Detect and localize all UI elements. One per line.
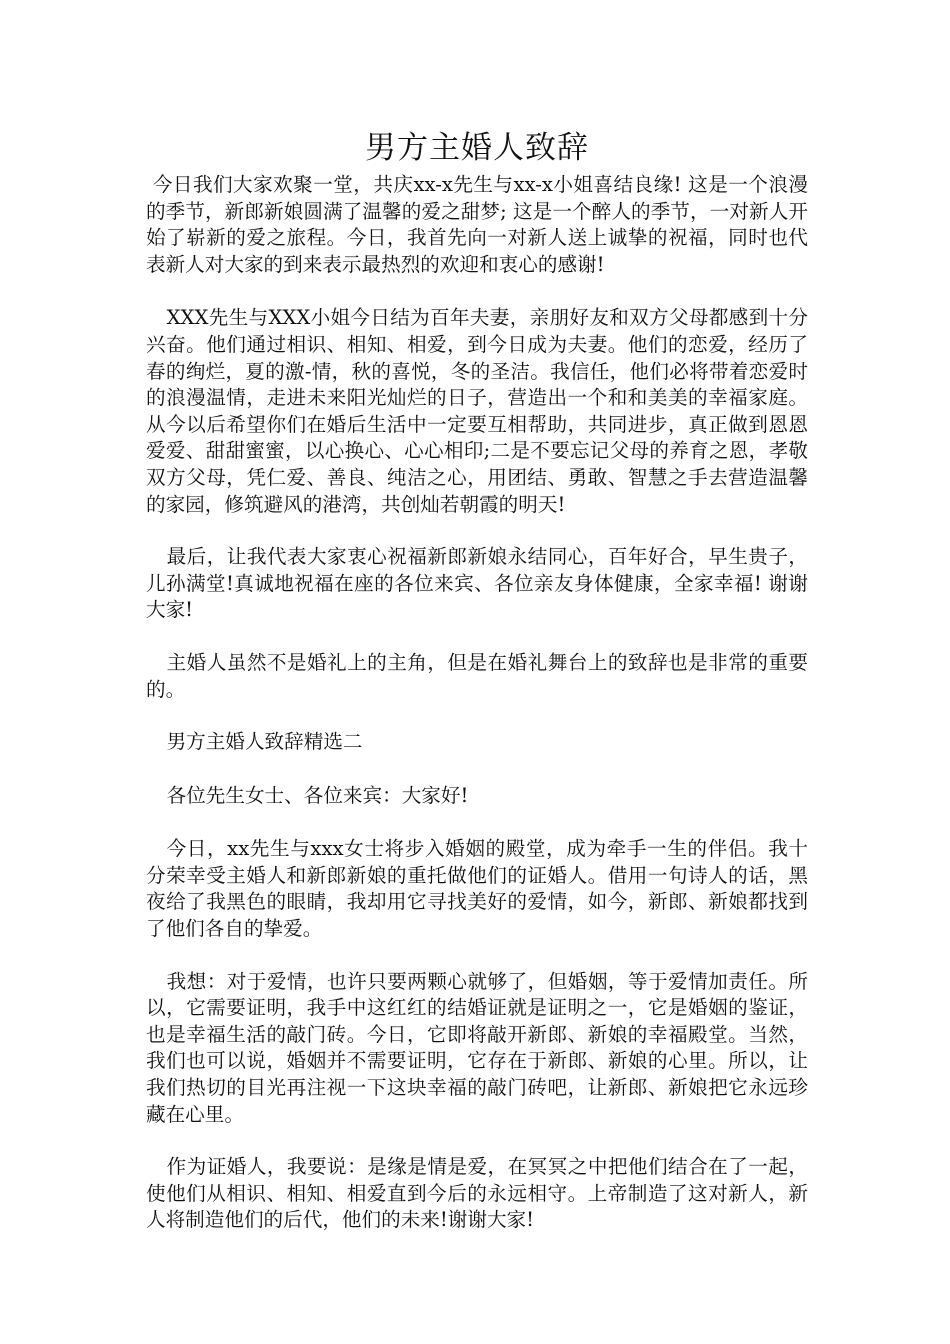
paragraph-greeting: 各位先生女士、各位来宾：大家好! — [166, 783, 469, 807]
paragraph-note: 主婚人虽然不是婚礼上的主角，但是在婚礼舞台上的致辞也是非常的重要的。 — [146, 650, 808, 701]
section-heading: 男方主婚人致辞精选二 — [166, 730, 363, 754]
document-title: 男方主婚人致辞 — [365, 130, 589, 166]
paragraph-witness-closing: 作为证婚人，我要说：是缘是情是爱，在冥冥之中把他们结合在了一起，使他们从相识、相知、相爱直到今后的永远相守。上帝制造了这对新人，新人将制造他们的后代，他们的未来!谢谢大家! — [146, 1155, 808, 1232]
paragraph-closing: 最后，让我代表大家衷心祝福新郎新娘永结同心，百年好合，早生贵子，儿孙满堂!真诚地祝福在座的各位来宾、各位亲友身体健康，全家幸福! 谢谢大家! — [146, 545, 808, 622]
document-page — [146, 126, 808, 1260]
paragraph-blessing: XXX先生与XXX小姐今日结为百年夫妻，亲朋好友和双方父母都感到十分兴奋。他们通过相识、相知、相爱，到今日成为夫妻。他们的恋爱，经历了春的绚烂，夏的激-情，秋的喜悦，冬的圣洁。我信任，他们必将带着恋爱时的浪漫温情，走进未来阳光灿烂的日子，营造出一个和和美美的幸福家庭。从今以后希望你们在婚后生活中一定要互相帮助，共同进步，真正做到恩恩爱爱、甜甜蜜蜜，以心换心、心心相印;二是不要忘记父母的养育之恩，孝敬双方父母，凭仁爱、善良、纯洁之心，用团结、勇敢、智慧之手去营造温馨的家园，修筑避风的港湾，共创灿若朝霞的明天! — [146, 306, 808, 516]
paragraph-opening: 今日我们大家欢聚一堂，共庆xx-x先生与xx-x小姐喜结良缘! 这是一个浪漫的季节，新郎新娘圆满了温馨的爱之甜梦; 这是一个醉人的季节，一对新人开始了崭新的爱之旅程。今日，我首先向一对新人送上诚挚的祝福，同时也代表新人对大家的到来表示最热烈的欢迎和衷心的感谢! — [146, 173, 808, 276]
paragraph-witness-intro: 今日，xx先生与xxx女士将步入婚姻的殿堂，成为牵手一生的伴侣。我十分荣幸受主婚人和新郎新娘的重托做他们的证婚人。借用一句诗人的话，黑夜给了我黑色的眼睛，我却用它寻找美好的爱情，如今，新郎、新娘都找到了他们各自的挚爱。 — [146, 837, 808, 941]
paragraph-marriage-certificate: 我想：对于爱情，也许只要两颗心就够了，但婚姻，等于爱情加责任。所以，它需要证明，我手中这红红的结婚证就是证明之一，它是婚姻的鉴证，也是幸福生活的敲门砖。今日，它即将敲开新郎、新娘的幸福殿堂。当然，我们也可以说，婚姻并不需要证明，它存在于新郎、新娘的心里。所以，让我们热切的目光再注视一下这块幸福的敲门砖吧，让新郎、新娘把它永远珍藏在心里。 — [146, 969, 808, 1126]
